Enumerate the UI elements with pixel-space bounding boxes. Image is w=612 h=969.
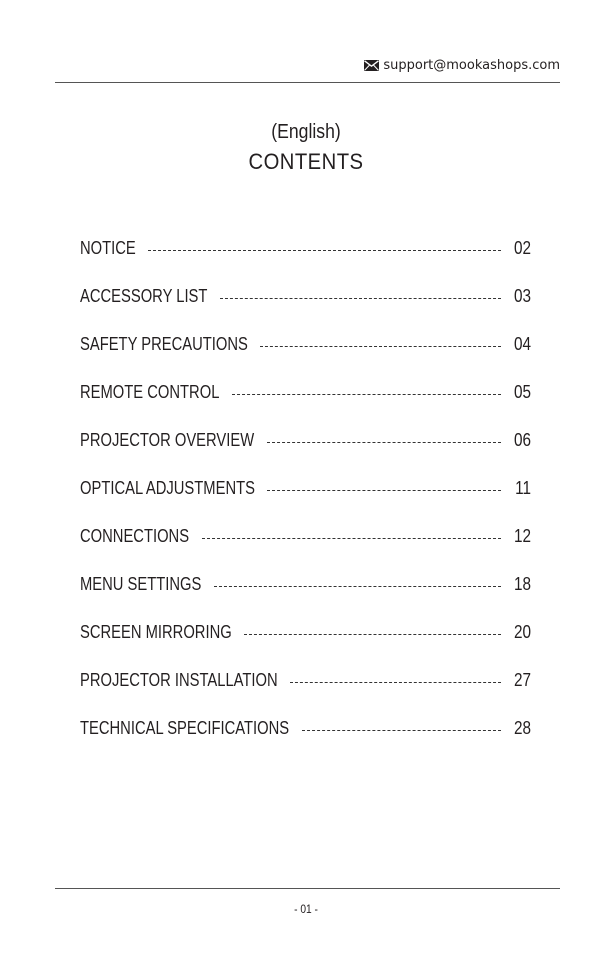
page-number: - 01 -	[294, 902, 318, 916]
toc-page-number: 18	[514, 573, 532, 594]
toc-page-number: 03	[514, 285, 532, 306]
toc-page-number: 04	[514, 333, 532, 354]
toc-leader	[260, 346, 501, 347]
toc-label: CONNECTIONS	[80, 525, 190, 546]
toc-leader	[220, 298, 501, 299]
toc-page-number: 27	[514, 669, 532, 690]
toc-leader	[267, 490, 501, 491]
toc-label: NOTICE	[80, 237, 136, 258]
toc-item-projector-installation[interactable]	[80, 656, 531, 704]
language-label: (English)	[271, 121, 341, 143]
toc-leader	[290, 682, 501, 683]
toc-label: TECHNICAL SPECIFICATIONS	[80, 717, 290, 738]
support-email[interactable]: support@mookashops.com	[383, 58, 560, 73]
toc-page-number: 11	[515, 477, 531, 498]
toc-leader	[148, 250, 501, 251]
toc-label: REMOTE CONTROL	[80, 381, 220, 402]
toc-leader	[267, 442, 501, 443]
table-of-contents	[80, 224, 531, 752]
toc-item-accessory-list[interactable]	[80, 272, 531, 320]
toc-label: OPTICAL ADJUSTMENTS	[80, 477, 255, 498]
footer-divider	[55, 888, 560, 889]
toc-item-connections[interactable]	[80, 512, 531, 560]
header-divider	[55, 82, 560, 83]
toc-leader	[202, 538, 501, 539]
toc-item-remote-control[interactable]	[80, 368, 531, 416]
toc-label: SCREEN MIRRORING	[80, 621, 232, 642]
toc-leader	[232, 394, 501, 395]
toc-leader	[244, 634, 501, 635]
toc-item-projector-overview[interactable]	[80, 416, 531, 464]
toc-page-number: 05	[514, 381, 532, 402]
toc-leader	[302, 730, 501, 731]
toc-item-technical-specifications[interactable]	[80, 704, 531, 752]
toc-item-screen-mirroring[interactable]	[80, 608, 531, 656]
toc-label: ACCESSORY LIST	[80, 285, 208, 306]
toc-label: PROJECTOR INSTALLATION	[80, 669, 278, 690]
envelope-icon	[364, 60, 379, 71]
toc-page-number: 02	[514, 237, 532, 258]
toc-label: MENU SETTINGS	[80, 573, 202, 594]
page-title: CONTENTS	[248, 149, 364, 174]
header-contact	[364, 58, 560, 73]
toc-page-number: 20	[514, 621, 532, 642]
toc-item-optical-adjustments[interactable]	[80, 464, 531, 512]
toc-page-number: 12	[514, 525, 532, 546]
toc-item-notice[interactable]	[80, 224, 531, 272]
toc-item-menu-settings[interactable]	[80, 560, 531, 608]
toc-label: SAFETY PRECAUTIONS	[80, 333, 248, 354]
toc-page-number: 28	[514, 717, 532, 738]
toc-leader	[214, 586, 501, 587]
toc-item-safety-precautions[interactable]	[80, 320, 531, 368]
toc-label: PROJECTOR OVERVIEW	[80, 429, 255, 450]
toc-page-number: 06	[514, 429, 532, 450]
